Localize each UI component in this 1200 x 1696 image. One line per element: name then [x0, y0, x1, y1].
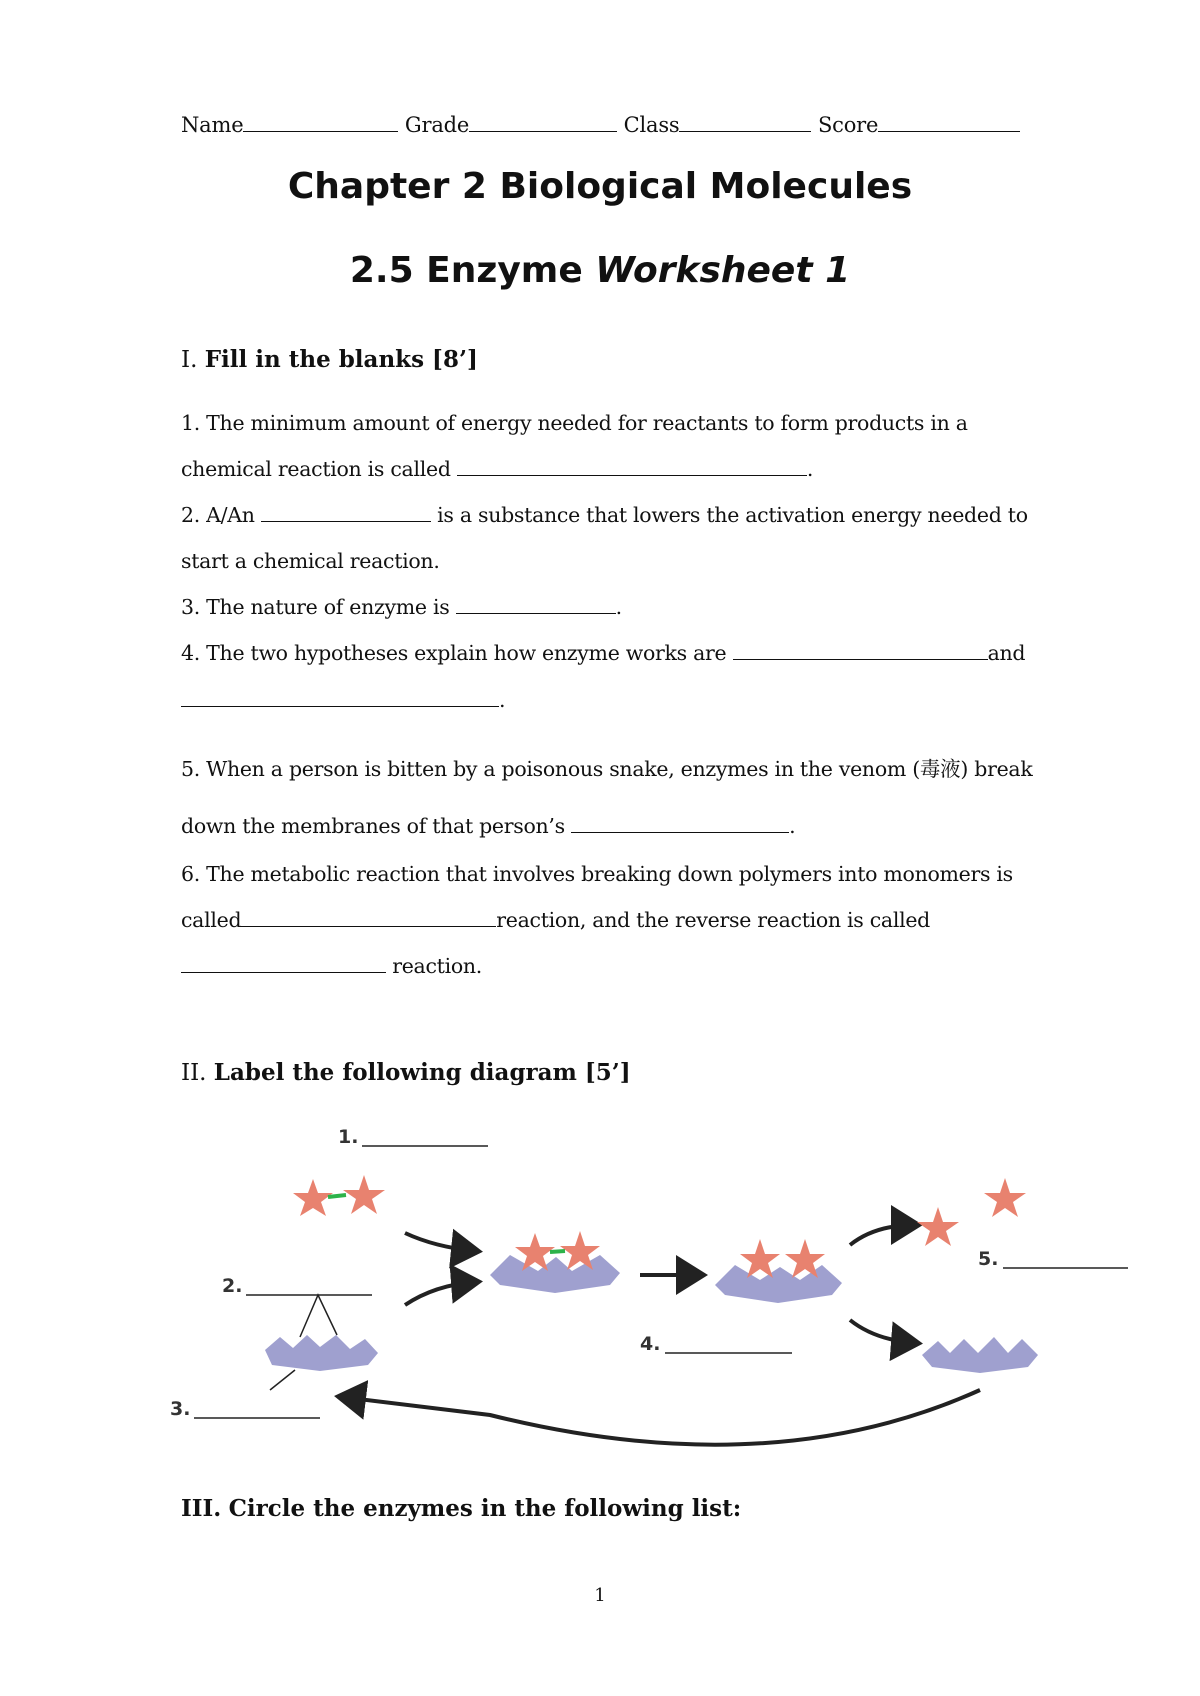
q6-line1: 6. The metabolic reaction that involves breaking down polymers into monomers is	[181, 862, 1013, 886]
q4-blank-1[interactable]	[733, 658, 988, 660]
q5-end: .	[789, 814, 796, 838]
section-2-numeral: II.	[181, 1060, 207, 1086]
q1-text: chemical reaction is called	[181, 457, 451, 481]
grade-label: Grade	[404, 113, 470, 137]
enzyme-reaction-diagram	[160, 1115, 1180, 1475]
q6-prefix: called	[181, 908, 242, 932]
section-3-title: Circle the enzymes in the following list:	[228, 1495, 742, 1522]
section-1-title: Fill in the blanks [8’]	[204, 346, 478, 373]
q3-end: .	[615, 595, 622, 619]
q1-line2	[181, 457, 813, 481]
diagram-label-3-number: 3.	[170, 1398, 191, 1420]
score-label: Score	[817, 113, 879, 137]
diagram-label-4-number: 4.	[640, 1333, 661, 1355]
worksheet-subtitle	[0, 250, 1200, 291]
q1-end: .	[806, 457, 814, 481]
diagram-label-3	[170, 1370, 320, 1420]
q6-line2	[181, 908, 930, 932]
substrate-star-right	[343, 1175, 385, 1214]
free-enzyme	[265, 1335, 378, 1371]
q5-blank[interactable]	[571, 831, 789, 833]
released-enzyme	[922, 1337, 1038, 1373]
q5-text: down the membranes of that person’s	[181, 814, 565, 838]
substrate-star-left	[293, 1179, 333, 1216]
enzyme-substrate-complex	[490, 1231, 620, 1293]
q2-prefix: 2. A/An	[181, 503, 255, 527]
q6-line3	[181, 954, 482, 978]
class-label: Class	[623, 113, 680, 137]
subtitle-prefix: 2.5 Enzyme	[349, 250, 596, 291]
complex-bond	[550, 1251, 565, 1252]
section-2-title: Label the following diagram [5’]	[213, 1059, 631, 1086]
product-star-1	[917, 1207, 959, 1246]
section-1-heading	[181, 346, 478, 373]
diagram-label-4	[640, 1333, 792, 1355]
diagram-label-2-pointer	[300, 1295, 337, 1337]
q6-blank-2[interactable]	[181, 971, 386, 973]
q6-end: reaction.	[392, 954, 483, 978]
q6-suffix: reaction, and the reverse reaction is called	[496, 908, 931, 932]
diagram-label-1-number: 1.	[338, 1126, 359, 1148]
name-label: Name	[181, 113, 244, 137]
arrow-to-free-enzyme	[850, 1320, 915, 1343]
q3-blank[interactable]	[456, 612, 616, 614]
diagram-label-3-pointer	[270, 1370, 295, 1390]
product-star-2	[984, 1178, 1026, 1217]
q4-prefix: 4. The two hypotheses explain how enzyme works are	[181, 641, 727, 665]
student-info-line	[181, 113, 1020, 137]
products	[917, 1178, 1026, 1246]
section-3-heading	[181, 1495, 741, 1522]
section-3-numeral: III.	[181, 1495, 222, 1522]
grade-blank[interactable]	[469, 130, 617, 132]
diagram-label-1	[338, 1126, 488, 1148]
product-complex-enzyme	[715, 1265, 842, 1303]
score-blank[interactable]	[878, 130, 1020, 132]
q5-line2	[181, 814, 795, 838]
diagram-label-2-number: 2.	[222, 1275, 243, 1297]
q2-blank[interactable]	[261, 520, 431, 522]
section-1-numeral: I.	[181, 347, 198, 373]
q3-line	[181, 595, 622, 619]
q1-blank[interactable]	[457, 474, 807, 476]
page-number: 1	[594, 1585, 606, 1606]
arrow-substrate-to-complex	[405, 1233, 475, 1251]
diagram-label-2	[222, 1275, 372, 1337]
q2-suffix: is a substance that lowers the activation energy needed to	[437, 503, 1028, 527]
q4-blank-2[interactable]	[181, 705, 499, 707]
q1-line1: 1. The minimum amount of energy needed for reactants to form products in a	[181, 411, 968, 435]
q4-line1	[181, 641, 1025, 665]
q4-line2	[181, 688, 505, 712]
q2-line1	[181, 503, 1028, 527]
name-blank[interactable]	[243, 130, 398, 132]
section-2-heading	[181, 1059, 631, 1086]
substrate-bond	[328, 1195, 346, 1197]
q6-blank-1[interactable]	[241, 925, 496, 927]
diagram-label-5	[978, 1248, 1128, 1270]
chapter-title: Chapter 2 Biological Molecules	[287, 166, 913, 207]
arrow-enzyme-recycle	[342, 1390, 980, 1445]
q4-end: .	[499, 688, 506, 712]
q2-line2: start a chemical reaction.	[181, 549, 440, 573]
subtitle-italic: Worksheet 1	[595, 250, 851, 291]
substrate-molecule	[293, 1175, 385, 1216]
complex-enzyme	[490, 1255, 620, 1293]
class-blank[interactable]	[679, 130, 811, 132]
q3-prefix: 3. The nature of enzyme is	[181, 595, 450, 619]
diagram-label-5-number: 5.	[978, 1248, 999, 1270]
arrow-enzyme-to-complex	[405, 1282, 475, 1305]
arrow-to-products	[850, 1225, 915, 1245]
enzyme-product-complex	[715, 1239, 842, 1303]
q4-suffix: and	[987, 641, 1026, 665]
q5-line1: 5. When a person is bitten by a poisonous snake, enzymes in the venom (毒液) break	[181, 757, 1033, 781]
